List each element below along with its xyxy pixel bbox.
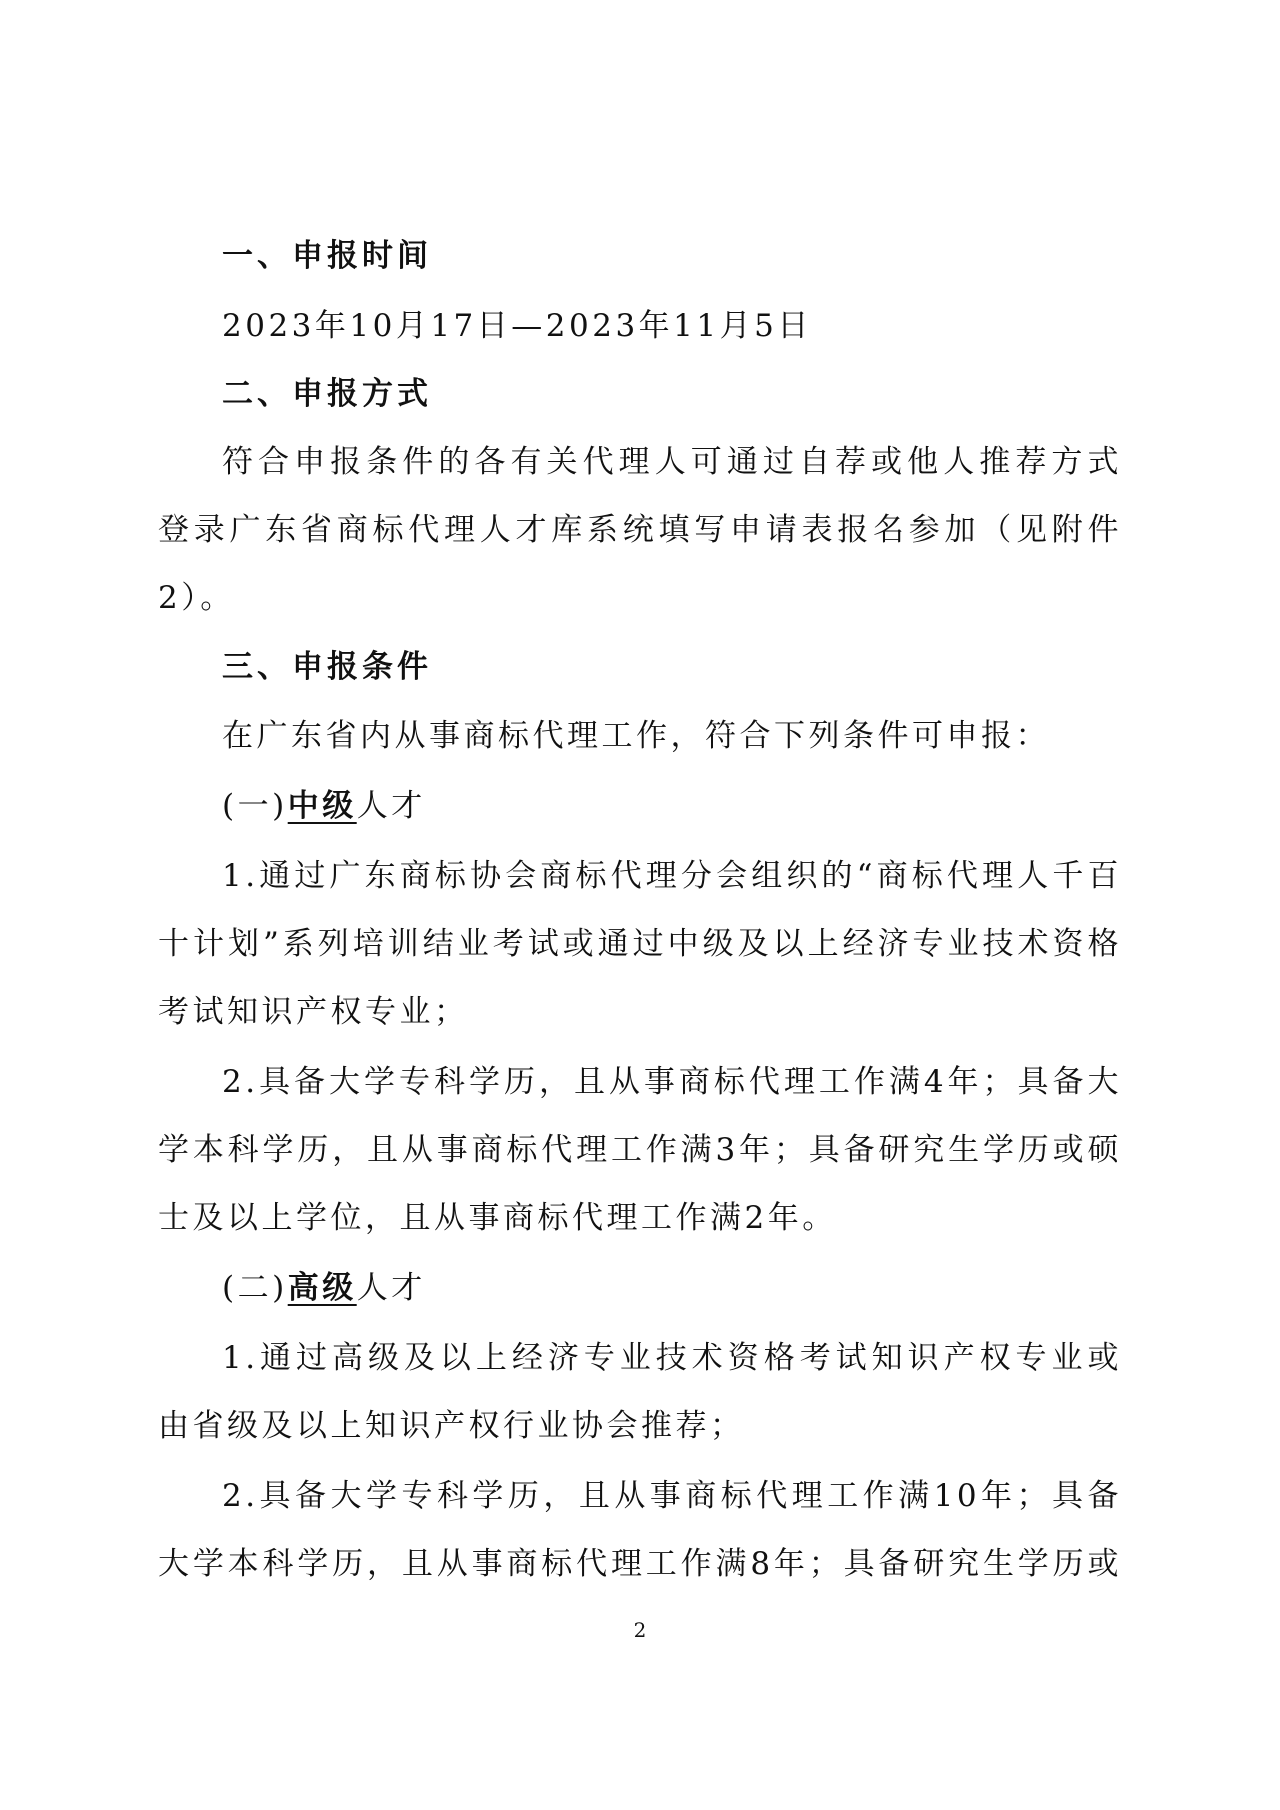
date-range: 2023年10月17日—2023年11月5日 bbox=[222, 308, 812, 344]
mid-item2-line: 学本科学历，且从事商标代理工作满3年；具备研究生学历或硕 bbox=[158, 1132, 1122, 1168]
level-label-mid: 中级 bbox=[287, 788, 357, 824]
mid-item2-line: 2.具备大学专科学历，且从事商标代理工作满4年；具备大 bbox=[222, 1064, 1122, 1100]
subheading-prefix: (二) bbox=[222, 1270, 288, 1306]
senior-item1-line: 由省级及以上知识产权行业协会推荐； bbox=[158, 1408, 745, 1444]
subheading-mid-level bbox=[222, 786, 1122, 826]
senior-item1-line: 1.通过高级及以上经济专业技术资格考试知识产权专业或 bbox=[222, 1340, 1122, 1376]
method-paragraph-line: 2）。 bbox=[158, 580, 235, 616]
subheading-senior-level bbox=[222, 1268, 1122, 1308]
subheading-suffix: 人才 bbox=[356, 788, 426, 824]
senior-item2-line: 大学本科学历，且从事商标代理工作满8年；具备研究生学历或 bbox=[158, 1546, 1122, 1582]
page-number: 2 bbox=[633, 1618, 647, 1642]
level-label-senior: 高级 bbox=[287, 1270, 357, 1306]
section-heading-method: 二、申报方式 bbox=[222, 376, 432, 412]
section-heading-conditions: 三、申报条件 bbox=[222, 649, 432, 685]
conditions-intro: 在广东省内从事商标代理工作，符合下列条件可申报： bbox=[222, 718, 1050, 754]
mid-item1-line: 十计划”系列培训结业考试或通过中级及以上经济专业技术资格 bbox=[158, 926, 1122, 962]
subheading-suffix: 人才 bbox=[356, 1270, 426, 1306]
mid-item1-line: 1.通过广东商标协会商标代理分会组织的“商标代理人千百 bbox=[222, 858, 1122, 894]
subheading-prefix: (一) bbox=[222, 788, 288, 824]
mid-item2-line: 士及以上学位，且从事商标代理工作满2年。 bbox=[158, 1200, 837, 1236]
method-paragraph-line: 登录广东省商标代理人才库系统填写申请表报名参加（见附件 bbox=[158, 512, 1122, 548]
senior-item2-line: 2.具备大学专科学历，且从事商标代理工作满10年；具备 bbox=[222, 1478, 1122, 1514]
method-paragraph-line: 符合申报条件的各有关代理人可通过自荐或他人推荐方式 bbox=[222, 444, 1122, 480]
section-heading-time: 一、申报时间 bbox=[222, 238, 432, 274]
mid-item1-line: 考试知识产权专业； bbox=[158, 994, 469, 1030]
